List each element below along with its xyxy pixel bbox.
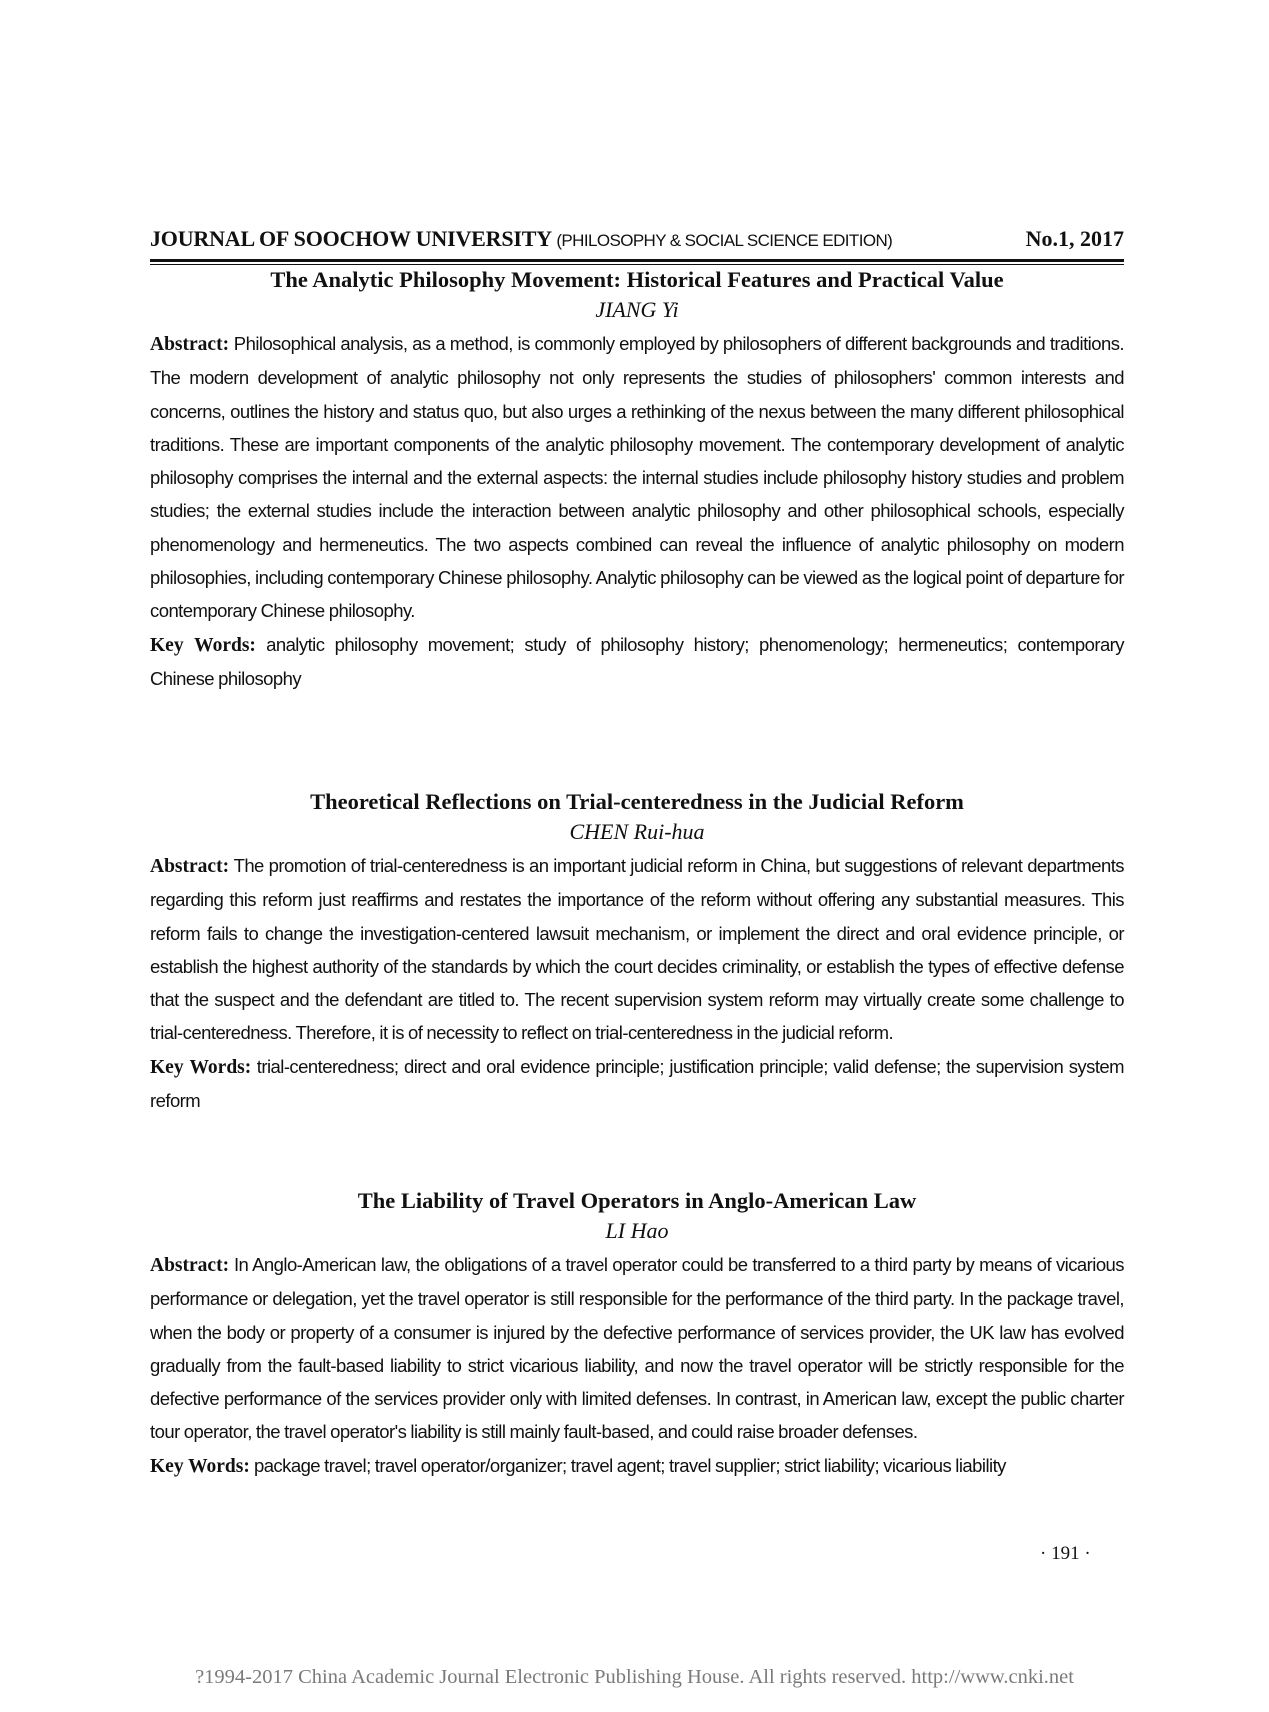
article-abstract [150,1248,1124,1449]
issue-number: No.1, 2017 [1025,226,1124,251]
header-rule-thick [150,259,1124,262]
article-keywords [150,1449,1124,1483]
journal-edition: (PHILOSOPHY & SOCIAL SCIENCE EDITION) [556,231,893,250]
keywords-label: Key Words: [150,634,256,656]
abstract-text: In Anglo-American law, the obligations of a travel operator could be transferred to a third party by means of vicarious performance or delegation, yet the travel operator is still responsible for the performance of the third party. In the package travel, when the body or property of a consumer is injured by the defective performance of services provider, the UK law has evolved gradually from the fault-based liability to strict vicarious liability, and now the travel operator will be strictly responsible for the defective performance of the services provider only with limited defenses. In contrast, in American law, except the public charter tour operator, the travel operator's liability is still mainly fault-based, and could raise broader defenses. [150,1254,1124,1443]
abstract-label: Abstract: [150,1255,230,1276]
article-abstract [150,849,1124,1050]
copyright-footer: ?1994-2017 China Academic Journal Electronic Publishing House. All rights reserved. http://www.cnki.net [195,1666,1074,1688]
journal-name [150,226,892,252]
article-author: CHEN Rui-hua [569,819,705,844]
article-keywords [150,628,1124,696]
article-author: LI Hao [605,1218,669,1243]
journal-title-text: JOURNAL OF SOOCHOW UNIVERSITY [150,226,552,251]
article-title: Theoretical Reflections on Trial-centeredness in the Judicial Reform [310,789,964,814]
keywords-text: analytic philosophy movement; study of philosophy history; phenomenology; hermeneutics; contemporary Chinese philosophy [150,633,1124,689]
keywords-label: Key Words: [150,1455,250,1477]
article-1 [150,264,1124,695]
keywords-text: trial-centeredness; direct and oral evidence principle; justification principle; valid defense; the supervision system reform [150,1055,1125,1112]
article-2 [150,786,1124,1117]
article-keywords [150,1050,1124,1118]
abstract-text: Philosophical analysis, as a method, is commonly employed by philosophers of different backgrounds and traditions. The modern development of analytic philosophy not only represents the studies of philosophers' common interests and concerns, outlines the history and status quo, but also urges a rethinking of the nexus between the many different philosophical traditions. These are important components of the analytic philosophy movement. The contemporary development of analytic philosophy comprises the internal and the external aspects: the internal studies include philosophy history studies and problem studies; the external studies include the interaction between analytic philosophy and other philosophical schools, especially phenomenology and hermeneutics. The two aspects combined can reveal the influence of analytic philosophy on modern philosophies, including contemporary Chinese philosophy. Analytic philosophy can be viewed as the logical point of departure for contemporary Chinese philosophy. [150,333,1124,622]
abstract-label: Abstract: [150,856,230,877]
article-abstract [150,327,1124,628]
keywords-label: Key Words: [150,1056,252,1078]
article-title: The Analytic Philosophy Movement: Historical Features and Practical Value [270,267,1004,292]
abstract-label: Abstract: [150,334,230,355]
article-author: JIANG Yi [595,297,679,322]
abstract-text: The promotion of trial-centeredness is an important judicial reform in China, but suggestions of relevant departments regarding this reform just reaffirms and restates the importance of the reform without offering any substantial measures. This reform fails to change the investigation-centered lawsuit mechanism, or implement the direct and oral evidence principle, or establish the highest authority of the standards by which the court decides criminality, or establish the types of effective defense that the suspect and the defendant are titled to. The recent supervision system reform may virtually create some challenge to trial-centeredness. Therefore, it is of necessity to reflect on trial-centeredness in the judicial reform. [150,855,1124,1044]
article-3 [150,1185,1124,1483]
keywords-text: package travel; travel operator/organizer; travel agent; travel supplier; strict liability; vicarious liability [253,1454,1006,1476]
article-title: The Liability of Travel Operators in Anglo-American Law [357,1188,917,1213]
page-number: · 191 · [1040,1543,1091,1564]
running-header [150,226,1124,256]
